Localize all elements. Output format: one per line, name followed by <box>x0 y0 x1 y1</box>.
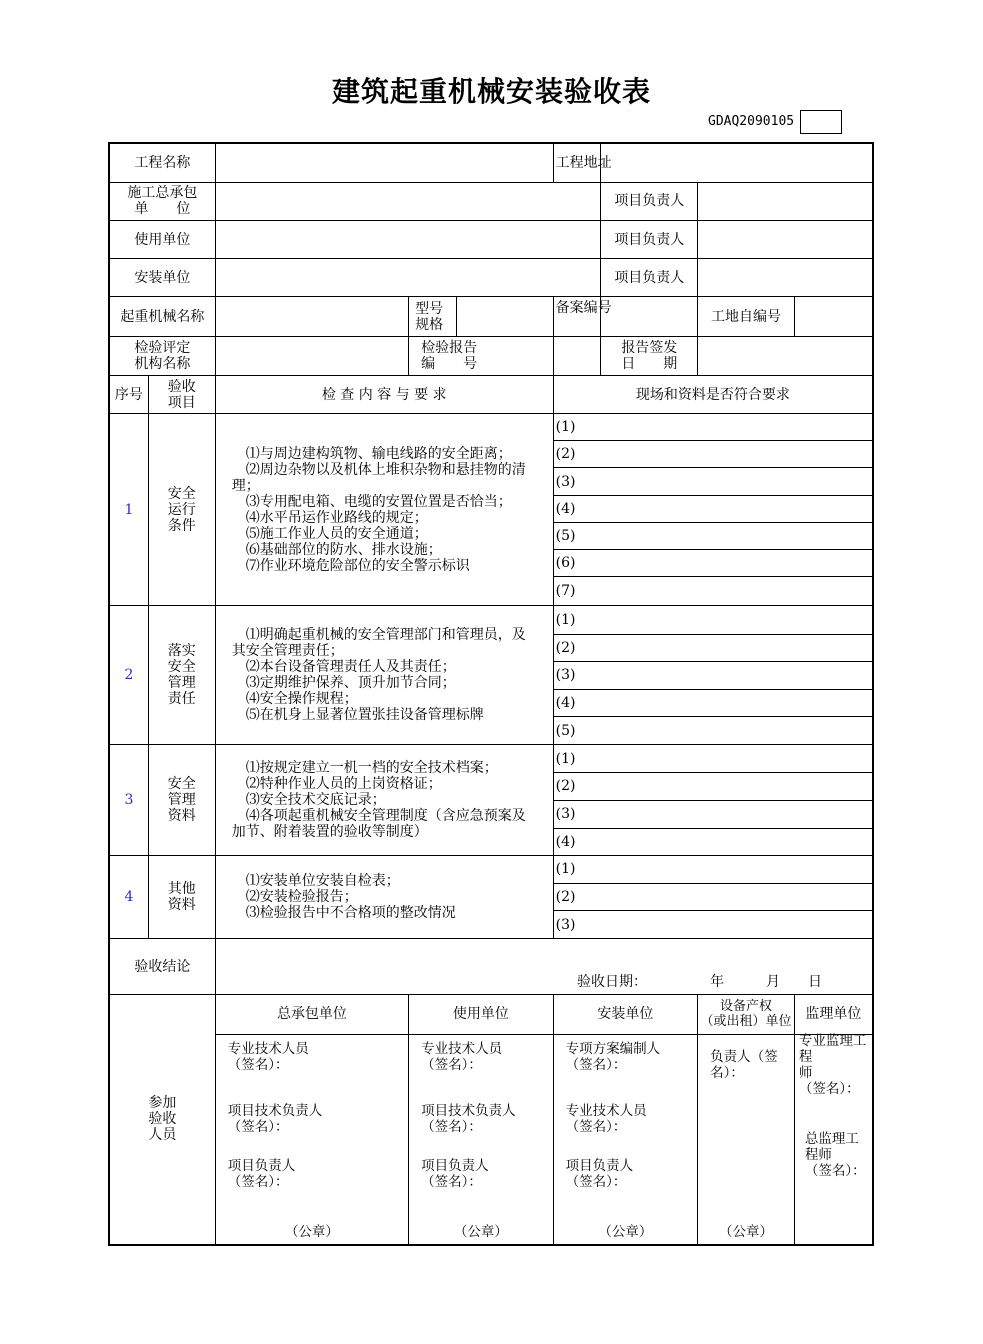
seal-label: （公章） <box>598 1224 653 1240</box>
label-install-unit: 安装单位 <box>109 259 215 297</box>
signature-cell-supervisor[interactable] <box>794 1035 873 1246</box>
label-report-no: 检验报告 编 号 <box>409 336 554 375</box>
section-number: 4 <box>109 855 148 939</box>
check-cell[interactable]: (2) <box>553 773 873 800</box>
check-cell[interactable]: (4) <box>553 495 873 522</box>
form-title: 建筑起重机械安装验收表 <box>331 75 651 108</box>
check-cell[interactable]: (1) <box>553 606 873 634</box>
section-item: 安全 管理 资料 <box>148 745 215 856</box>
field-user-unit[interactable] <box>215 220 601 258</box>
form-code-box[interactable] <box>800 110 842 134</box>
label-general-contractor: 施工总承包 单 位 <box>109 182 215 220</box>
label-project-leader-1: 项目负责人 <box>601 182 698 220</box>
signature-cell-contractor[interactable] <box>215 1035 408 1246</box>
label-machine-name: 起重机械名称 <box>109 297 215 336</box>
label-project-name: 工程名称 <box>109 143 215 182</box>
field-site-no[interactable] <box>794 297 873 336</box>
unit-general-contractor: 总承包单位 <box>215 994 408 1034</box>
column-content: 检 查 内 容 与 要 求 <box>215 375 553 413</box>
label-inspection-org: 检验评定 机构名称 <box>109 336 215 375</box>
signer-line: 专业监理工程 师 （签名）： <box>798 1033 867 1097</box>
field-model-spec[interactable] <box>456 297 553 336</box>
column-item: 验收 项目 <box>148 375 215 413</box>
section-item: 其他 资料 <box>148 855 215 939</box>
signer-line: 项目负责人 （签名）： <box>565 1158 634 1190</box>
signer-line: 专业技术人员 （签名）： <box>565 1103 647 1135</box>
label-project-leader-3: 项目负责人 <box>601 259 698 297</box>
unit-installer: 安装单位 <box>553 994 698 1034</box>
unit-supervisor: 监理单位 <box>794 994 873 1034</box>
check-cell[interactable]: (4) <box>553 828 873 855</box>
section-item: 落实 安全 管理 责任 <box>148 606 215 745</box>
field-record-no[interactable] <box>601 297 698 336</box>
check-cell[interactable]: (2) <box>553 884 873 911</box>
field-project-leader-3[interactable] <box>698 259 873 297</box>
check-cell[interactable]: (3) <box>553 800 873 828</box>
check-cell[interactable]: (3) <box>553 661 873 689</box>
seal-label: （公章） <box>453 1224 508 1240</box>
check-cell[interactable]: (5) <box>553 522 873 549</box>
signature-cell-installer[interactable] <box>553 1035 698 1246</box>
field-report-date[interactable] <box>698 336 873 375</box>
seal-label: （公章） <box>284 1224 339 1240</box>
check-cell[interactable]: (1) <box>553 855 873 883</box>
label-model-spec: 型号 规格 <box>409 297 457 336</box>
acceptance-date: 验收日期： 年 月 日 <box>577 973 822 990</box>
label-participants: 参加 验收 人员 <box>109 994 215 1245</box>
check-cell[interactable]: (7) <box>553 577 873 606</box>
check-cell[interactable]: (1) <box>553 414 873 441</box>
check-cell[interactable]: (1) <box>553 745 873 773</box>
unit-user: 使用单位 <box>409 994 554 1034</box>
signer-line: 项目负责人 （签名）： <box>421 1158 489 1190</box>
check-cell[interactable]: (5) <box>553 717 873 745</box>
form-code: GDAQ2090105 <box>708 114 795 129</box>
acceptance-form <box>108 142 874 1246</box>
label-project-address: 工程地址 <box>553 143 601 182</box>
label-conclusion: 验收结论 <box>109 939 215 994</box>
section-content: ⑴按规定建立一机一档的安全技术档案； ⑵特种作业人员的上岗资格证； ⑶安全技术交底记录； ⑷各项起重机械安全管理制度（含应急预案及 加节、附着装置的验收等制度） <box>215 745 553 856</box>
signer-line: 专业技术人员 （签名）： <box>421 1041 503 1073</box>
section-number: 1 <box>109 414 148 606</box>
check-cell[interactable]: (6) <box>553 550 873 577</box>
section-content: ⑴与周边建构筑物、输电线路的安全距离； ⑵周边杂物以及机体上堆积杂物和悬挂物的清 理； ⑶专用配电箱、电缆的安置位置是否恰当； ⑷水平吊运作业路线的规定； ⑸施工作业人员的安全通道； ⑹基础部位的防水、排水设施； ⑺作业环境危险部位的安全警示标识 <box>215 414 553 606</box>
section-content: ⑴明确起重机械的安全管理部门和管理员，及 其安全管理责任； ⑵本台设备管理责任人及其责任； ⑶定期维护保养、顶升加节合同； ⑷安全操作规程； ⑸在机身上显著位置张挂设备管理标牌 <box>215 606 553 745</box>
column-result: 现场和资料是否符合要求 <box>553 375 873 413</box>
unit-owner: 设备产权 （或出租）单位 <box>698 994 795 1034</box>
label-user-unit: 使用单位 <box>109 220 215 258</box>
field-conclusion[interactable] <box>215 939 873 994</box>
check-cell[interactable]: (2) <box>553 634 873 661</box>
column-seq: 序号 <box>109 375 148 413</box>
signature-cell-owner[interactable] <box>698 1035 795 1246</box>
label-record-no: 备案编号 <box>553 297 601 336</box>
check-cell[interactable]: (3) <box>553 911 873 939</box>
field-project-leader-1[interactable] <box>698 182 873 220</box>
field-general-contractor[interactable] <box>215 182 601 220</box>
label-report-date: 报告签发 日 期 <box>601 336 698 375</box>
field-inspection-org[interactable] <box>215 336 408 375</box>
signer-line: 总监理工程师 （签名）： <box>804 1131 866 1179</box>
seal-label: （公章） <box>719 1224 773 1240</box>
label-project-leader-2: 项目负责人 <box>601 220 698 258</box>
section-content: ⑴安装单位安装自检表； ⑵安装检验报告； ⑶检验报告中不合格项的整改情况 <box>215 855 553 939</box>
check-cell[interactable]: (4) <box>553 689 873 716</box>
field-report-no[interactable] <box>553 336 601 375</box>
signer-line: 项目技术负责人 （签名）： <box>421 1103 516 1135</box>
field-project-name[interactable] <box>215 143 553 182</box>
field-install-unit[interactable] <box>215 259 601 297</box>
signature-cell-user[interactable] <box>409 1035 554 1246</box>
signer-line: 专业技术人员 （签名）： <box>227 1041 309 1073</box>
signer-line: 专项方案编制人 （签名）： <box>565 1041 661 1073</box>
check-cell[interactable]: (2) <box>553 441 873 468</box>
label-site-no: 工地自编号 <box>698 297 795 336</box>
field-project-leader-2[interactable] <box>698 220 873 258</box>
check-cell[interactable]: (3) <box>553 468 873 495</box>
section-number: 3 <box>109 745 148 856</box>
section-number: 2 <box>109 606 148 745</box>
signer-line: 负责人（签名）： <box>710 1049 778 1081</box>
field-project-address[interactable] <box>601 143 873 182</box>
signer-line: 项目负责人 （签名）： <box>227 1158 296 1190</box>
signer-line: 项目技术负责人 （签名）： <box>227 1103 323 1135</box>
section-item: 安全 运行 条件 <box>148 414 215 606</box>
field-machine-name[interactable] <box>215 297 408 336</box>
